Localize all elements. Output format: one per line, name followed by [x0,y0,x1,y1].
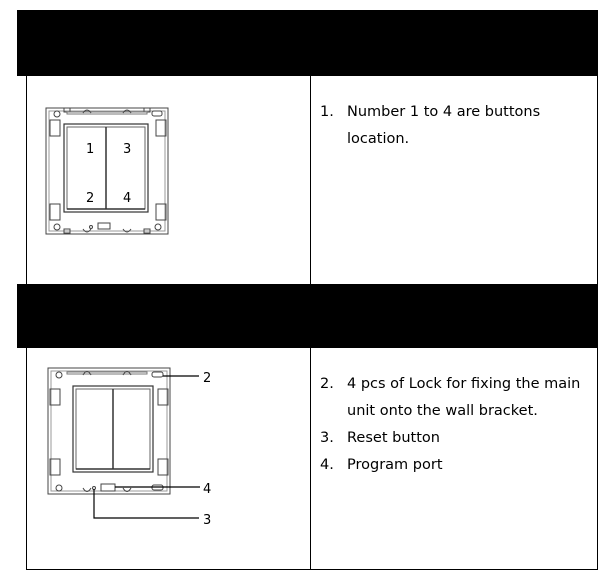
notes-list-1 [320,99,597,153]
callout-label-reset: 3 [203,513,212,528]
note-text: Number 1 to 4 are buttons location. [347,104,541,147]
callout-notes [310,348,598,570]
note-number: 2. [320,376,334,392]
button-label-2: 2 [86,191,95,206]
note-item-1 [320,99,597,153]
note-text-line2: unit onto the wall bracket. [347,403,538,419]
button-label-1: 1 [86,142,95,157]
switch-callout-diagram [27,348,312,570]
switch-front-diagram [27,76,312,284]
notes-list-2 [320,371,580,479]
note-item-4 [320,452,580,479]
note-text: Program port [347,457,443,473]
callout-label-program-port: 4 [203,482,212,497]
button-layout-cell [26,76,311,284]
note-text: Reset button [347,430,440,446]
note-number: 4. [320,457,334,473]
button-label-3: 3 [123,142,132,157]
header-bar-2 [17,284,598,348]
note-item-3 [320,425,580,452]
note-number: 3. [320,430,334,446]
note-number: 1. [320,104,334,120]
note-text-line1: 4 pcs of Lock for fixing the main [347,376,581,392]
header-bar-1 [17,10,598,76]
button-label-4: 4 [123,191,132,206]
spec-table [17,10,598,570]
note-item-2 [320,371,580,425]
button-location-notes [310,76,598,284]
callout-label-lock: 2 [203,371,212,386]
callout-diagram-cell [26,348,311,570]
